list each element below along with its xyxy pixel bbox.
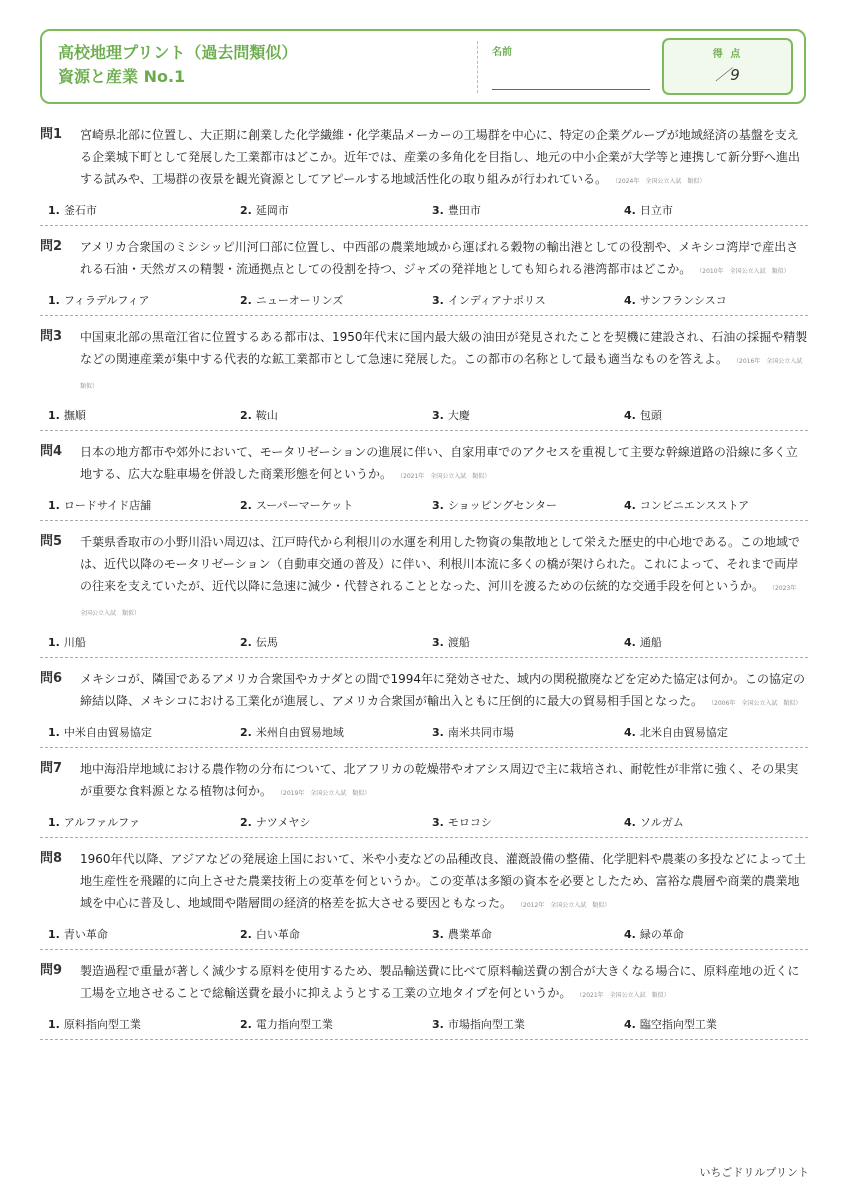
option-number: 4. (624, 726, 636, 739)
question-block (40, 124, 808, 226)
question-text (80, 848, 808, 917)
answer-option[interactable] (616, 202, 808, 218)
question-head (40, 668, 808, 715)
question-number: 問5 (40, 534, 63, 549)
question-block (40, 668, 808, 748)
option-number: 4. (624, 816, 636, 829)
answer-option[interactable] (232, 724, 424, 740)
question-number: 問7 (40, 761, 63, 776)
score-value: ／9 (715, 66, 740, 84)
question-source: （2023年 全国公立入試 類似） (80, 585, 803, 617)
answer-option[interactable] (616, 497, 808, 513)
question-body: アメリカ合衆国のミシシッピ川河口部に位置し、中西部の農業地域から運ばれる穀物の輸出港としての役割や、メキシコ湾岸で産出される石油・天然ガスの精製・流通拠点としての役割を持つ、ジャズの発祥地としても知られる港湾都市はどこか。 (80, 240, 799, 276)
option-label: 撫順 (63, 409, 86, 422)
option-number: 2. (240, 409, 252, 422)
answer-option[interactable] (40, 202, 232, 218)
option-number: 1. (48, 499, 60, 512)
title-block (58, 41, 297, 89)
question-block (40, 848, 808, 950)
answer-option[interactable] (232, 814, 424, 830)
option-number: 4. (624, 636, 636, 649)
option-number: 3. (432, 816, 444, 829)
option-label: 中米自由貿易協定 (63, 726, 152, 739)
option-number: 2. (240, 204, 252, 217)
option-number: 1. (48, 294, 60, 307)
option-label: 伝馬 (255, 636, 278, 649)
header-divider (477, 41, 478, 93)
option-label: 米州自由貿易地域 (255, 726, 344, 739)
question-head (40, 531, 808, 625)
question-block (40, 441, 808, 521)
answer-option[interactable] (616, 292, 808, 308)
option-label: 渡船 (447, 636, 470, 649)
question-text (80, 531, 808, 625)
option-label: 通船 (639, 636, 662, 649)
answer-option[interactable] (616, 1016, 808, 1032)
option-number: 3. (432, 409, 444, 422)
question-number: 問1 (40, 127, 63, 142)
answer-options (40, 811, 808, 833)
question-source: （2024年 全国公立入試 類似） (615, 178, 706, 185)
question-number: 問3 (40, 329, 63, 344)
option-label: 鞍山 (255, 409, 278, 422)
option-number: 3. (432, 928, 444, 941)
question-body: 製造過程で重量が著しく減少する原料を使用するため、製品輸送費に比べて原料輸送費の割合が大きくなる場合に、原料産地の近くに工場を立地させることで総輸送費を最小に抑えようとする工業の立地タイプを何というか。 (80, 964, 800, 1000)
question-body: 地中海沿岸地域における農作物の分布について、北アフリカの乾燥帯やオアシス周辺で主に栽培され、耐乾性が非常に強く、その果実が重要な食料源となる植物は何か。 (80, 762, 799, 798)
option-number: 4. (624, 499, 636, 512)
answer-option[interactable] (40, 292, 232, 308)
answer-option[interactable] (424, 724, 616, 740)
answer-option[interactable] (232, 926, 424, 942)
question-list (40, 124, 808, 1050)
option-number: 4. (624, 294, 636, 307)
answer-option[interactable] (232, 292, 424, 308)
question-text (80, 124, 808, 193)
answer-option[interactable] (424, 1016, 616, 1032)
option-label: 市場指向型工業 (447, 1018, 525, 1031)
option-label: 川船 (63, 636, 86, 649)
option-label: ショッピングセンター (447, 499, 557, 512)
option-label: 包頭 (639, 409, 662, 422)
question-body: 1960年代以降、アジアなどの発展途上国において、米や小麦などの品種改良、灌漑設備の整備、化学肥料や農薬の多投などによって土地生産性を飛躍的に向上させた農業技術上の変革を何というか。この変革は多額の資本を必要としたため、富裕な農層や商業的農業地域を中心に普及し、地域間や階層間の経済的格差を拡大させる要因ともなった。 (80, 852, 806, 910)
option-label: ナツメヤシ (255, 816, 311, 829)
answer-option[interactable] (424, 202, 616, 218)
question-source: （2012年 全国公立入試 類似） (520, 902, 611, 909)
option-number: 1. (48, 1018, 60, 1031)
question-number: 問9 (40, 963, 63, 978)
answer-option[interactable] (40, 926, 232, 942)
option-number: 1. (48, 928, 60, 941)
question-block (40, 326, 808, 431)
option-label: 延岡市 (255, 204, 289, 217)
question-head (40, 758, 808, 805)
answer-option[interactable] (616, 724, 808, 740)
option-label: 農業革命 (447, 928, 492, 941)
question-number: 問4 (40, 444, 63, 459)
answer-option[interactable] (40, 724, 232, 740)
answer-option[interactable] (424, 926, 616, 942)
answer-options (40, 289, 808, 311)
answer-options (40, 631, 808, 653)
answer-option[interactable] (40, 634, 232, 650)
question-head (40, 326, 808, 398)
name-label: 名前 (492, 47, 512, 58)
option-label: アルファルファ (63, 816, 140, 829)
answer-options (40, 721, 808, 743)
question-body: 宮崎県北部に位置し、大正期に創業した化学繊維・化学薬品メーカーの工場群を中心に、特定の企業グループが地域経済の基盤を支える企業城下町として発展した工業都市はどこか。近年では、産業の多角化を目指し、地元の中小企業が大学等と連携して新分野へ進出する試みや、工場群の夜景を観光資源としてアピールする地域活性化の取り組みが行われている。 (80, 128, 801, 186)
question-block (40, 531, 808, 658)
answer-options (40, 199, 808, 221)
answer-options (40, 923, 808, 945)
option-number: 3. (432, 294, 444, 307)
option-label: ソルガム (639, 816, 684, 829)
answer-option[interactable] (616, 407, 808, 423)
question-source: （2006年 全国公立入試 類似） (711, 700, 802, 707)
answer-option[interactable] (424, 814, 616, 830)
option-label: コンビニエンスストア (639, 499, 750, 512)
answer-option[interactable] (40, 497, 232, 513)
option-label: ロードサイド店舗 (63, 499, 152, 512)
answer-option[interactable] (232, 1016, 424, 1032)
footer-brand: いちごドリルプリント (699, 1166, 809, 1179)
name-area (492, 43, 652, 58)
question-head (40, 441, 808, 488)
option-label: 南米共同市場 (447, 726, 514, 739)
option-number: 1. (48, 636, 60, 649)
answer-option[interactable] (424, 497, 616, 513)
answer-option[interactable] (424, 634, 616, 650)
question-text (80, 668, 808, 715)
answer-options (40, 494, 808, 516)
option-number: 1. (48, 726, 60, 739)
option-label: 釜石市 (63, 204, 97, 217)
option-number: 4. (624, 204, 636, 217)
option-number: 2. (240, 1018, 252, 1031)
answer-option[interactable] (616, 634, 808, 650)
answer-options (40, 404, 808, 426)
option-label: インディアナポリス (447, 294, 546, 307)
option-number: 1. (48, 204, 60, 217)
question-head (40, 960, 808, 1007)
question-body: 中国東北部の黒竜江省に位置するある都市は、1950年代末に国内最大級の油田が発見されたことを契機に建設され、石油の採掘や精製などの関連産業が集中する代表的な鉱工業都市として急速に発展した。この都市の名称として最も適当なものを答えよ。 (80, 330, 808, 366)
answer-option[interactable] (232, 407, 424, 423)
question-text (80, 326, 808, 398)
option-number: 4. (624, 409, 636, 422)
option-number: 1. (48, 816, 60, 829)
option-number: 4. (624, 928, 636, 941)
question-number: 問8 (40, 851, 63, 866)
worksheet-header (40, 29, 806, 104)
question-head (40, 124, 808, 193)
option-label: 大慶 (447, 409, 470, 422)
option-number: 2. (240, 636, 252, 649)
question-source: （2021年 全国公立入試 類似） (579, 992, 670, 999)
option-number: 1. (48, 409, 60, 422)
question-text (80, 236, 808, 283)
option-label: 青い革命 (63, 928, 108, 941)
answer-option[interactable] (40, 1016, 232, 1032)
answer-option[interactable] (616, 814, 808, 830)
question-source: （2019年 全国公立入試 類似） (280, 790, 371, 797)
answer-option[interactable] (232, 634, 424, 650)
option-label: モロコシ (447, 816, 492, 829)
question-body: メキシコが、隣国であるアメリカ合衆国やカナダとの間で1994年に発効させた、域内の関税撤廃などを定めた協定は何か。この協定の締結以降、メキシコにおける工業化が進展し、アメリカ合衆国が輸出入ともに圧倒的に最大の貿易相手国となった。 (80, 672, 805, 708)
option-label: 豊田市 (447, 204, 481, 217)
option-number: 2. (240, 928, 252, 941)
question-head (40, 236, 808, 283)
answer-option[interactable] (40, 407, 232, 423)
option-label: 北米自由貿易協定 (639, 726, 728, 739)
option-number: 2. (240, 499, 252, 512)
question-body: 千葉県香取市の小野川沿い周辺は、江戸時代から利根川の水運を利用した物資の集散地として栄えた歴史的中心地である。この地域では、近代以降のモータリゼーション（自動車交通の普及）に伴い、利根川本流に多くの橋が架けられた。これによって、それまで両岸の往来を支えていたが、近代以降に急速に減少・代替されることとなった、河川を渡るための伝統的な交通手段を何というか。 (80, 535, 801, 593)
question-source: （2016年 全国公立入試 類似） (80, 358, 809, 390)
question-source: （2010年 全国公立入試 類似） (699, 268, 790, 275)
option-label: 白い革命 (255, 928, 300, 941)
question-number: 問2 (40, 239, 63, 254)
score-label: 得 点 (712, 49, 743, 60)
question-body: 日本の地方都市や郊外において、モータリゼーションの進展に伴い、自家用車でのアクセスを重視して主要な幹線道路の沿線に多く立地する、広大な駐車場を併設した商業形態を何というか。 (80, 445, 798, 481)
option-number: 3. (432, 726, 444, 739)
option-number: 3. (432, 204, 444, 217)
worksheet-subtitle: 資源と産業 No.1 (58, 67, 186, 86)
option-label: 緑の革命 (639, 928, 684, 941)
question-source: （2021年 全国公立入試 類似） (400, 473, 491, 480)
question-text (80, 960, 808, 1007)
answer-option[interactable] (616, 926, 808, 942)
option-number: 2. (240, 294, 252, 307)
name-field[interactable] (492, 89, 650, 90)
answer-option[interactable] (424, 407, 616, 423)
option-number: 3. (432, 499, 444, 512)
question-block (40, 236, 808, 316)
worksheet-title: 高校地理プリント（過去問類似） (58, 43, 298, 62)
option-label: フィラデルフィア (63, 294, 150, 307)
option-label: スーパーマーケット (255, 499, 354, 512)
answer-option[interactable] (40, 814, 232, 830)
question-text (80, 441, 808, 488)
option-number: 3. (432, 1018, 444, 1031)
option-number: 2. (240, 816, 252, 829)
question-number: 問6 (40, 671, 63, 686)
question-head (40, 848, 808, 917)
option-number: 2. (240, 726, 252, 739)
option-number: 4. (624, 1018, 636, 1031)
option-label: 臨空指向型工業 (639, 1018, 717, 1031)
option-label: 日立市 (639, 204, 673, 217)
question-block (40, 960, 808, 1040)
question-block (40, 758, 808, 838)
option-label: 電力指向型工業 (255, 1018, 333, 1031)
answer-option[interactable] (424, 292, 616, 308)
answer-option[interactable] (232, 202, 424, 218)
option-label: ニューオーリンズ (255, 294, 344, 307)
option-label: サンフランシスコ (639, 294, 727, 307)
option-label: 原料指向型工業 (63, 1018, 141, 1031)
answer-options (40, 1013, 808, 1035)
answer-option[interactable] (232, 497, 424, 513)
score-box (662, 38, 793, 95)
question-text (80, 758, 808, 805)
option-number: 3. (432, 636, 444, 649)
